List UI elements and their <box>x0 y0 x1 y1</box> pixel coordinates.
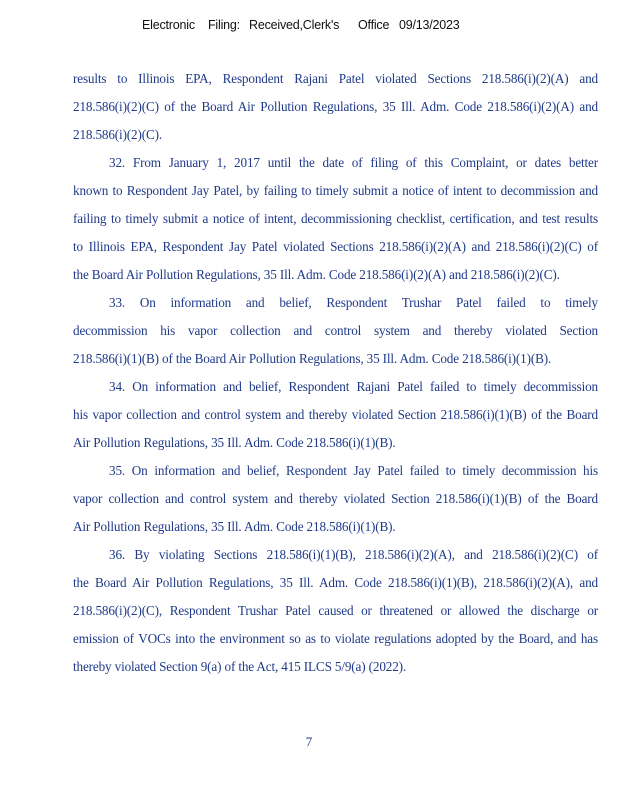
body-line: results to Illinois EPA, Respondent Rajani Patel violated Sections 218.586(i)(2)(A) and <box>73 71 598 86</box>
paragraph-35-start: 35. On information and belief, Respondent Jay Patel failed to timely decommission his <box>109 463 598 478</box>
page-number: 7 <box>305 734 313 749</box>
paragraph-34-start: 34. On information and belief, Respondent Rajani Patel failed to timely decommission <box>109 379 598 394</box>
stamp-date: 09/13/2023 <box>399 18 460 32</box>
stamp-filing: Filing: <box>208 18 240 32</box>
stamp-received-clerks: Received,Clerk's <box>249 18 340 32</box>
stamp-electronic: Electronic <box>142 18 195 32</box>
paragraph-32-start: 32. From January 1, 2017 until the date of filing of this Complaint, or dates better <box>109 155 598 170</box>
body-line: 218.586(i)(1)(B) of the Board Air Pollution Regulations, 35 Ill. Adm. Code 218.586(i)(1)(B). <box>73 351 552 366</box>
body-line: known to Respondent Jay Patel, by failing to timely submit a notice of intent to decommission and <box>73 183 598 198</box>
body-line: the Board Air Pollution Regulations, 35 Ill. Adm. Code 218.586(i)(2)(A) and 218.586(i)(2)(C). <box>73 267 560 282</box>
body-line: 218.586(i)(2)(C), Respondent Trushar Patel caused or threatened or allowed the discharge or <box>73 603 598 618</box>
paragraph-36-start: 36. By violating Sections 218.586(i)(1)(B), 218.586(i)(2)(A), and 218.586(i)(2)(C) of <box>109 547 598 562</box>
body-line: thereby violated Section 9(a) of the Act, 415 ILCS 5/9(a) (2022). <box>73 659 407 674</box>
body-line: 218.586(i)(2)(C) of the Board Air Pollution Regulations, 35 Ill. Adm. Code 218.586(i)(2)(A) and <box>73 99 598 114</box>
body-line: to Illinois EPA, Respondent Jay Patel violated Sections 218.586(i)(2)(A) and 218.586(i)(2)(C) of <box>73 239 598 254</box>
complaint-body <box>73 65 598 681</box>
body-line: Air Pollution Regulations, 35 Ill. Adm. Code 218.586(i)(1)(B). <box>73 519 396 534</box>
paragraph-33-start: 33. On information and belief, Respondent Trushar Patel failed to timely <box>109 295 598 310</box>
body-line: the Board Air Pollution Regulations, 35 Ill. Adm. Code 218.586(i)(1)(B), 218.586(i)(2)(A), and <box>73 575 598 590</box>
stamp-office: Office <box>358 18 390 32</box>
body-line: his vapor collection and control system and thereby violated Section 218.586(i)(1)(B) of the Board <box>73 407 598 422</box>
body-line: Air Pollution Regulations, 35 Ill. Adm. Code 218.586(i)(1)(B). <box>73 435 396 450</box>
body-line: decommission his vapor collection and control system and thereby violated Section <box>73 323 598 338</box>
body-line: 218.586(i)(2)(C). <box>73 127 163 142</box>
body-line: failing to timely submit a notice of intent, decommissioning checklist, certification, and test results <box>73 211 598 226</box>
body-line: vapor collection and control system and thereby violated Section 218.586(i)(1)(B) of the Board <box>73 491 598 506</box>
body-line: emission of VOCs into the environment so as to violate regulations adopted by the Board, and has <box>73 631 598 646</box>
